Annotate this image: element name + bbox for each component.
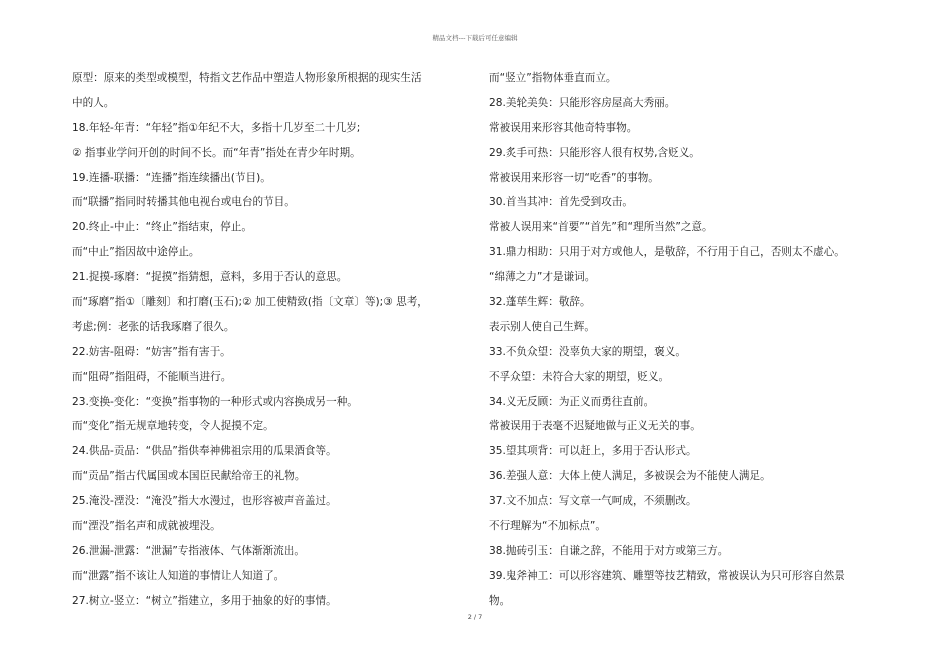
left-text-line: 而“中止”指因故中途停止。 — [72, 246, 200, 259]
left-text-line: 考虑;例：老张的话我琢磨了很久。 — [72, 320, 235, 333]
left-text-line: 26.泄漏-泄露：“泄漏”专指液体、气体渐渐流出。 — [72, 544, 305, 557]
right-text-line: 物。 — [489, 594, 511, 607]
right-text-line: 38.抛砖引玉：自谦之辞，不能用于对方或第三方。 — [489, 544, 729, 557]
left-text-line: 而“贡品”指古代属国或本国臣民献给帝王的礼物。 — [72, 470, 306, 483]
right-text-line: 32.蓬荜生辉：敬辞。 — [489, 296, 591, 309]
left-column — [72, 66, 467, 614]
page-number: 2 / 7 — [467, 613, 483, 621]
left-text-line: 而“琢磨”指①〔雕刻〕和打磨(玉石);② 加工使精致(指〔文章〕等);③ 思考， — [72, 296, 428, 309]
left-text-line: 24.供品-贡品：“供品”指供奉神佛祖宗用的瓜果酒食等。 — [72, 445, 337, 458]
left-text-line: 19.连播-联播：“连播”指连续播出(节目)。 — [72, 171, 271, 184]
left-text-line: 25.淹没-湮没：“淹没”指大水漫过，也形容被声音盖过。 — [72, 495, 337, 508]
right-column — [489, 66, 884, 614]
left-text-line: 而“变化”指无规章地转变，令人捉摸不定。 — [72, 420, 274, 433]
right-text-line: 36.差强人意：大体上使人满足，多被误会为不能使人满足。 — [489, 470, 771, 483]
right-text-line: 31.鼎力相助：只用于对方或他人，是敬辞，不行用于自己，否则太不虚心。 — [489, 246, 845, 259]
right-text-line: 不行理解为“不加标点”。 — [489, 520, 606, 533]
left-text-line: 21.捉摸-琢磨：“捉摸”指猜想，意料，多用于否认的意思。 — [72, 271, 348, 284]
right-text-line: 表示别人使自己生辉。 — [489, 320, 595, 333]
right-text-line: 34.义无反顾：为正义而勇往直前。 — [489, 395, 655, 408]
left-text-line: 而“联播”指同时转播其他电视台或电台的节目。 — [72, 196, 295, 209]
right-text-line: 29.炙手可热：只能形容人很有权势,含贬义。 — [489, 146, 700, 159]
left-text-line: 而“湮没”指名声和成就被埋没。 — [72, 520, 221, 533]
right-text-line: 30.首当其冲：首先受到攻击。 — [489, 196, 633, 209]
left-text-line: 18.年轻-年青：“年轻”指①年纪不大，多指十几岁至二十几岁; — [72, 121, 361, 134]
left-text-line: ② 指事业学问开创的时间不长。而“年青”指处在青少年时期。 — [72, 146, 361, 159]
right-text-line: 而“竖立”指物体垂直而立。 — [489, 72, 617, 84]
right-text-line: 33.不负众望：没辜负大家的期望，褒义。 — [489, 345, 686, 358]
right-text-line: 常被误用于表毫不迟疑地做与正义无关的事。 — [489, 420, 701, 433]
right-text-line: 常被人误用来“首要”“首先”和“理所当然”之意。 — [489, 221, 713, 234]
right-text-line: 28.美轮美奂：只能形容房屋高大秀丽。 — [489, 96, 676, 109]
right-text-line: 常被误用来形容一切“吃香”的事物。 — [489, 171, 659, 184]
right-text-line: 39.鬼斧神工：可以形容建筑、雕塑等技艺精致，常被误认为只可形容自然景 — [489, 569, 845, 582]
right-text-line: “绵薄之力”才是谦词。 — [489, 271, 596, 284]
left-text-line: 中的人。 — [72, 96, 115, 109]
right-text-line: 35.望其项背：可以赶上，多用于否认形式。 — [489, 445, 697, 458]
right-text-line: 常被误用来形容其他奇特事物。 — [489, 121, 638, 134]
page-header: 精品文档---下载后可任意编辑 — [432, 34, 518, 42]
left-text-line: 20.终止-中止：“终止”指结束，停止。 — [72, 221, 252, 234]
left-text-line: 原型：原来的类型或模型，特指文艺作品中塑造人物形象所根据的现实生活 — [72, 72, 422, 84]
left-text-line: 23.变换-变化：“变换”指事物的一种形式或内容换成另一种。 — [72, 395, 358, 408]
right-text-line: 不孚众望：未符合大家的期望，贬义。 — [489, 370, 670, 383]
left-text-line: 而“泄露”指不该让人知道的事情让人知道了。 — [72, 569, 285, 582]
left-text-line: 27.树立-竖立：“树立”指建立，多用于抽象的好的事情。 — [72, 594, 337, 607]
left-text-line: 而“阻碍”指阻碍，不能顺当进行。 — [72, 370, 232, 383]
right-text-line: 37.文不加点：写文章一气呵成，不须删改。 — [489, 495, 697, 508]
left-text-line: 22.妨害-阻碍：“妨害”指有害于。 — [72, 345, 231, 358]
